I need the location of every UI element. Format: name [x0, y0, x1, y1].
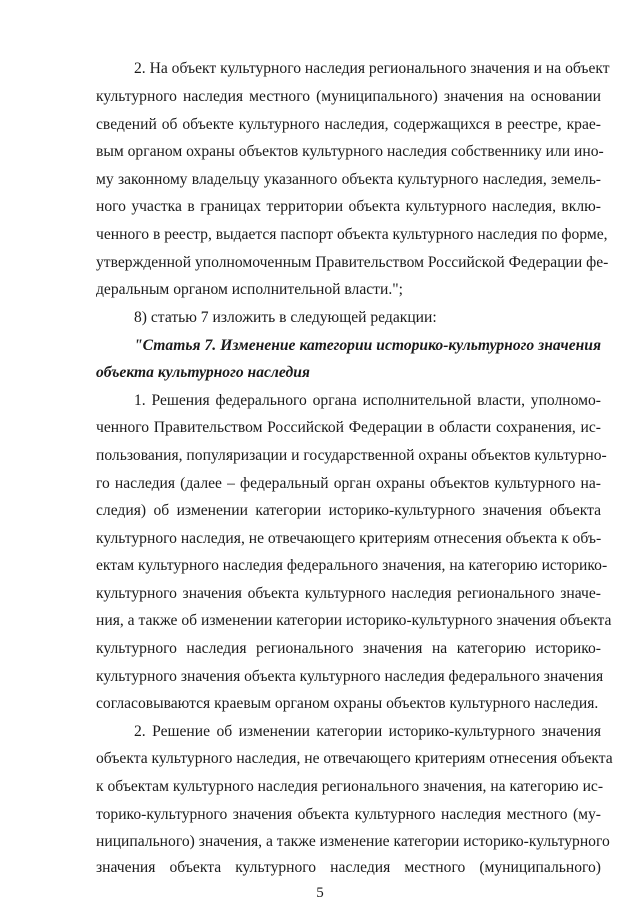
text-line: ченного в реестр, выдается паспорт объекта культурного наследия по форме, [96, 226, 608, 243]
text-line: торико-культурного значения объекта культурного наследия местного (му- [96, 806, 601, 823]
text-line: утвержденной уполномоченным Правительством Российской Федерации фе- [96, 254, 609, 271]
text-line: культурного наследия, не отвечающего критериям отнесения объекта к объ- [96, 530, 602, 547]
text-line: вым органом охраны объектов культурного наследия собственнику или ино- [96, 143, 604, 160]
text-line: культурного наследия регионального значения на категорию историко- [96, 640, 601, 657]
text-line: 8) статью 7 изложить в следующей редакции: [134, 309, 437, 326]
text-line: следия) об изменении категории историко-культурного значения объекта [96, 502, 601, 519]
text-line: значения объекта культурного наследия местного (муниципального) [96, 859, 601, 876]
text-line: согласовываются краевым органом охраны объектов культурного наследия. [96, 695, 599, 712]
text-line: пользования, популяризации и государственной охраны объектов культурно- [96, 447, 607, 464]
text-line: ного участка в границах территории объекта культурного наследия, вклю- [96, 198, 601, 215]
text-line: 2. На объект культурного наследия регионального значения и на объект [134, 60, 610, 77]
text-line: 2. Решение об изменении категории историко-культурного значения [134, 723, 601, 740]
text-line: го наследия (далее – федеральный орган охраны объектов культурного на- [96, 475, 601, 492]
text-line: 1. Решения федерального органа исполнительной власти, уполномо- [134, 392, 601, 409]
text-line: объекта культурного наследия, не отвечающего критериям отнесения объекта [96, 750, 613, 767]
text-line: ченного Правительством Российской Федерации в области сохранения, ис- [96, 419, 601, 436]
text-line: деральным органом исполнительной власти."; [96, 281, 403, 298]
text-line: сведений об объекте культурного наследия, содержащихся в реестре, крае- [96, 116, 601, 133]
text-line: ния, а также об изменении категории историко-культурного значения объекта [96, 612, 612, 629]
text-line: культурного значения объекта культурного наследия регионального значе- [96, 585, 601, 602]
article-heading: "Статья 7. Изменение категории историко-культурного значения [134, 337, 601, 354]
text-line: к объектам культурного наследия регионального значения, на категорию ис- [96, 778, 604, 795]
article-heading: объекта культурного наследия [96, 364, 310, 381]
text-line: культурного значения объекта культурного наследия федерального значения [96, 668, 604, 685]
text-line: культурного наследия местного (муниципального) значения на основании [96, 88, 601, 105]
page-number: 5 [316, 885, 324, 901]
text-line: му законному владельцу указанного объекта культурного наследия, земель- [96, 171, 601, 188]
text-line: ниципального) значения, а также изменение категории историко-культурного [96, 833, 610, 850]
text-line: ектам культурного наследия федерального значения, на категорию историко- [96, 557, 608, 574]
